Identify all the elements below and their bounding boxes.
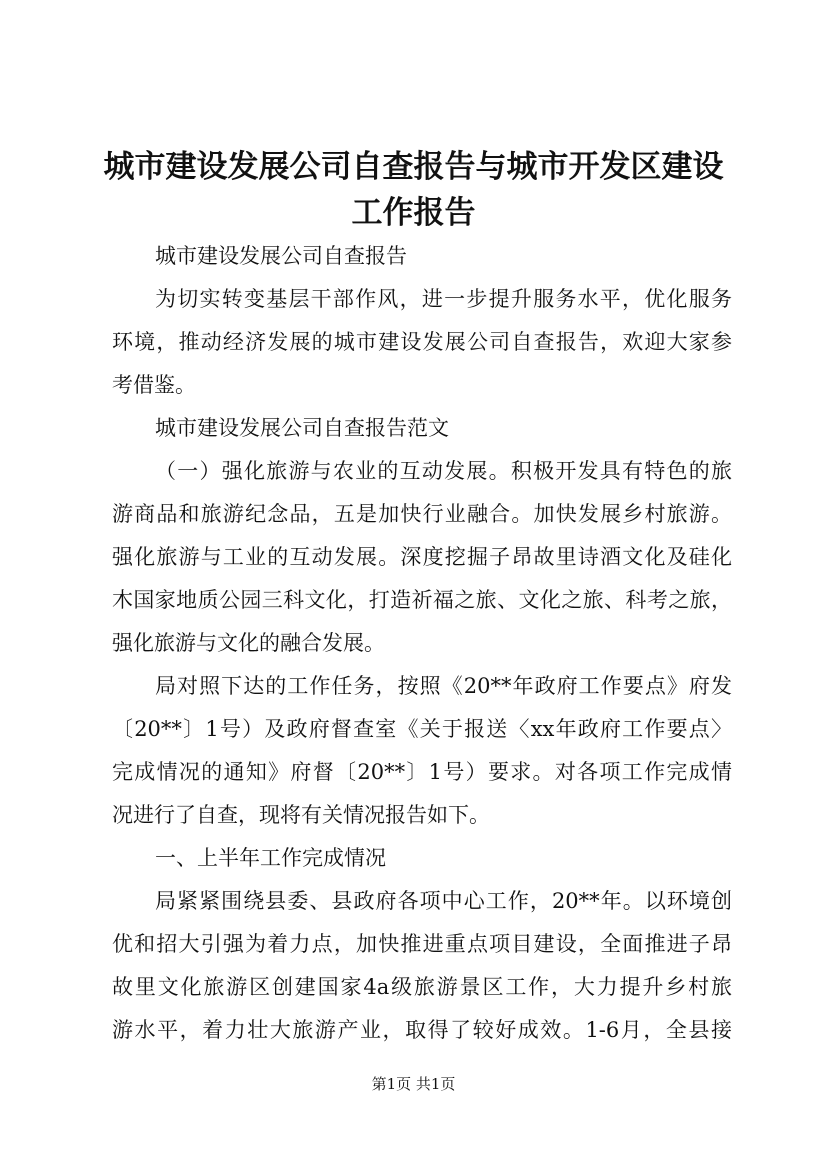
paragraph-line: （一）强化旅游与农业的互动发展。积极开发具有特色的旅 (155, 459, 732, 483)
paragraph-line: 为切实转变基层干部作风，进一步提升服务水平，优化服务 (155, 287, 732, 311)
paragraph-line: 优和招大引强为着力点，加快推进重点项目建设，全面推进子昂 (112, 932, 732, 956)
paragraph-line: 强化旅游与工业的互动发展。深度挖掘子昂故里诗酒文化及硅化 (112, 545, 732, 569)
paragraph-line: 游水平，着力壮大旅游产业，取得了较好成效。1-6月，全县接 (112, 1018, 732, 1042)
paragraph-line: 局对照下达的工作任务，按照《20**年政府工作要点》府发 (155, 674, 732, 698)
paragraph-line: 〔20**〕1号）及政府督查室《关于报送〈xx年政府工作要点〉 (112, 717, 732, 741)
paragraph-line: 考借鉴。 (112, 373, 196, 397)
paragraph-line: 强化旅游与文化的融合发展。 (112, 631, 385, 655)
paragraph-line: 局紧紧围绕县委、县政府各项中心工作，20**年。以环境创 (155, 889, 732, 913)
paragraph-line: 完成情况的通知》府督〔20**〕1号）要求。对各项工作完成情 (112, 760, 732, 784)
page-number-footer: 第1页 共1页 (371, 1075, 456, 1093)
paragraph-line: 况进行了自查，现将有关情况报告如下。 (112, 803, 490, 827)
paragraph-line: 城市建设发展公司自查报告范文 (155, 416, 449, 440)
paragraph-line: 城市建设发展公司自查报告 (155, 244, 407, 268)
document-title-line-1: 城市建设发展公司自查报告与城市开发区建设 (103, 149, 724, 185)
document-title-line-2: 工作报告 (351, 195, 476, 231)
paragraph-line: 一、上半年工作完成情况 (155, 846, 386, 870)
paragraph-line: 木国家地质公园三科文化，打造祈福之旅、文化之旅、科考之旅， (112, 588, 732, 612)
paragraph-line: 游商品和旅游纪念品，五是加快行业融合。加快发展乡村旅游。 (112, 502, 732, 526)
paragraph-line: 故里文化旅游区创建国家4a级旅游景区工作，大力提升乡村旅 (112, 975, 732, 999)
paragraph-line: 环境，推动经济发展的城市建设发展公司自查报告，欢迎大家参 (112, 330, 732, 354)
